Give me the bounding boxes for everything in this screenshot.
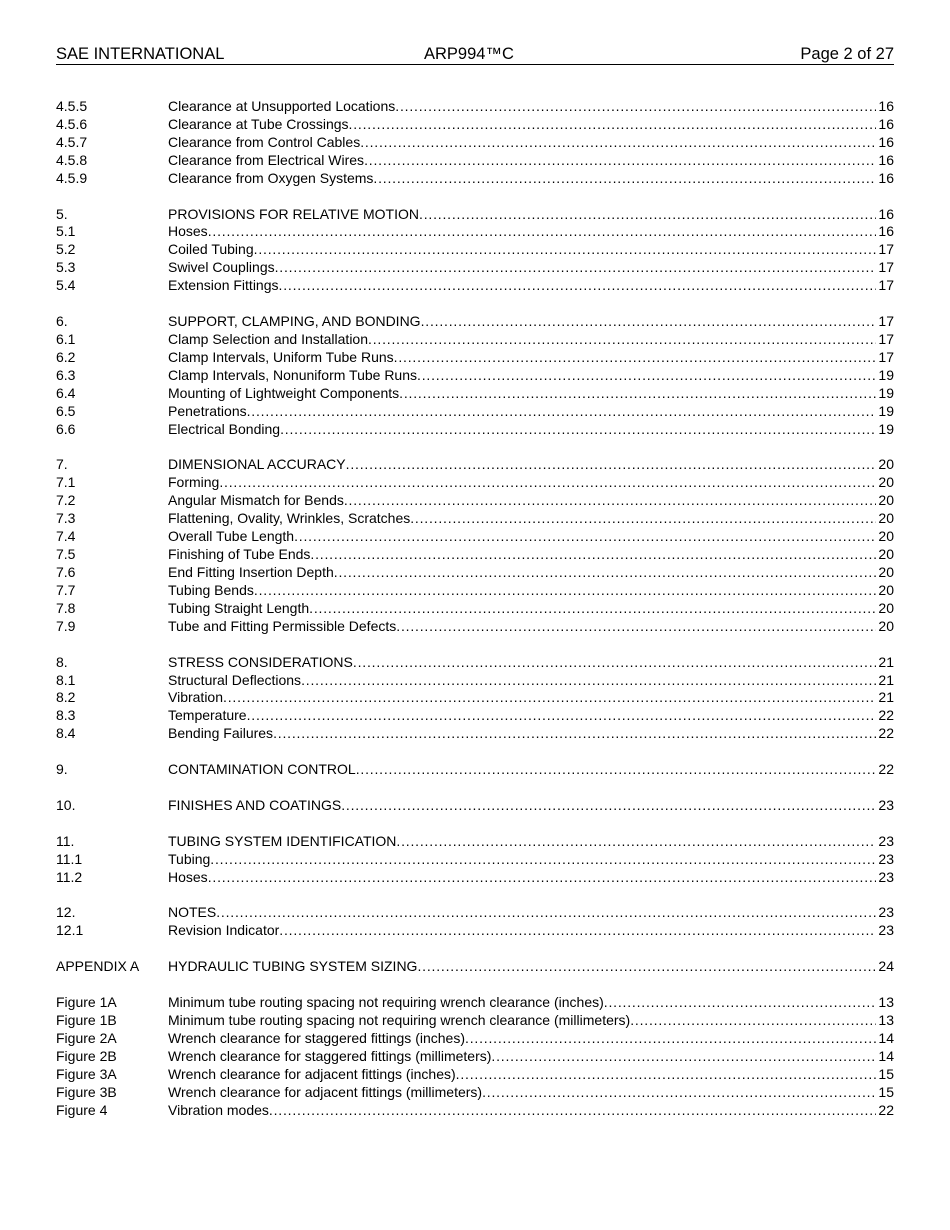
toc-spacer: [56, 188, 894, 206]
toc-entry[interactable]: [56, 331, 894, 349]
toc-page-number: 23: [878, 796, 894, 813]
table-of-contents: [56, 98, 894, 1120]
toc-section-number: 8.1: [56, 671, 76, 688]
toc-section-title: Finishing of Tube Ends: [168, 546, 311, 563]
toc-page-number: 21: [878, 653, 894, 670]
toc-dot-leader: [482, 1084, 876, 1102]
toc-entry-line: [168, 618, 894, 636]
toc-section-title: TUBING SYSTEM IDENTIFICATION: [168, 832, 397, 849]
toc-page-number: 15: [878, 1083, 894, 1100]
toc-section-number: Figure 1B: [56, 1012, 117, 1029]
toc-section-title: Extension Fittings: [168, 277, 279, 294]
toc-section-title: Wrench clearance for adjacent fittings (millimeters): [168, 1083, 483, 1100]
toc-entry-line: [168, 152, 894, 170]
toc-entry-line: [168, 564, 894, 582]
toc-page-number: 20: [878, 510, 894, 527]
toc-dot-leader: [334, 564, 877, 582]
toc-page-number: 20: [878, 474, 894, 491]
toc-dot-leader: [280, 421, 876, 439]
toc-entry[interactable]: [56, 958, 894, 976]
toc-section-title: Swivel Couplings: [168, 259, 275, 276]
toc-section-number: 8.2: [56, 689, 76, 706]
toc-dot-leader: [373, 170, 876, 188]
toc-section-number: 4.5.5: [56, 98, 88, 114]
toc-dot-leader: [247, 403, 877, 421]
toc-entry-line: [168, 134, 894, 152]
toc-section-title: Clamp Intervals, Uniform Tube Runs: [168, 348, 394, 365]
toc-dot-leader: [364, 152, 876, 170]
toc-section-number: 8.4: [56, 725, 76, 742]
toc-page-number: 19: [878, 366, 894, 383]
toc-entry[interactable]: [56, 1066, 894, 1084]
toc-spacer: [56, 439, 894, 457]
toc-dot-leader: [269, 1102, 877, 1120]
toc-entry[interactable]: [56, 385, 894, 403]
toc-entry-line: [168, 797, 894, 815]
header-page-number: Page 2 of 27: [800, 45, 894, 63]
toc-entry[interactable]: [56, 367, 894, 385]
toc-dot-leader: [210, 851, 876, 869]
toc-entry-line: [168, 492, 894, 510]
toc-page-number: 22: [878, 725, 894, 742]
toc-page-number: 23: [878, 868, 894, 885]
toc-section-number: 7.4: [56, 528, 76, 545]
toc-entry[interactable]: [56, 116, 894, 134]
toc-dot-leader: [301, 672, 876, 690]
toc-section-number: Figure 2A: [56, 1029, 117, 1046]
toc-section-number: 4.5.9: [56, 169, 88, 186]
toc-page-number: 20: [878, 546, 894, 563]
toc-section-title: End Fitting Insertion Depth: [168, 563, 334, 580]
toc-section-title: Overall Tube Length: [168, 528, 295, 545]
toc-page-number: 19: [878, 402, 894, 419]
toc-entry-line: [168, 994, 894, 1012]
toc-section-title: Vibration modes: [168, 1101, 269, 1118]
toc-section-title: Hoses: [168, 223, 208, 240]
toc-dot-leader: [341, 797, 876, 815]
toc-dot-leader: [346, 456, 877, 474]
toc-page-number: 16: [878, 169, 894, 186]
toc-entry-line: [168, 1048, 894, 1066]
toc-entry-line: [168, 206, 894, 224]
toc-section-number: 5.4: [56, 277, 76, 294]
toc-section-number: 6.3: [56, 366, 76, 383]
toc-dot-leader: [395, 98, 876, 116]
toc-entry-line: [168, 456, 894, 474]
toc-section-number: 11.2: [56, 868, 83, 885]
toc-page-number: 20: [878, 617, 894, 634]
toc-entry-line: [168, 367, 894, 385]
toc-dot-leader: [396, 618, 876, 636]
toc-section-number: 7.8: [56, 599, 76, 616]
toc-section-title: CONTAMINATION CONTROL: [168, 761, 356, 778]
toc-page-number: 17: [878, 259, 894, 276]
toc-page-number: 20: [878, 581, 894, 598]
toc-section-title: Minimum tube routing spacing not requiring wrench clearance (millimeters): [168, 1012, 631, 1029]
toc-page-number: 14: [878, 1029, 894, 1046]
toc-section-number: 6.5: [56, 402, 76, 419]
header-organization: SAE INTERNATIONAL: [56, 45, 225, 63]
toc-page-number: 19: [878, 420, 894, 437]
toc-dot-leader: [349, 116, 877, 134]
toc-entry[interactable]: [56, 152, 894, 170]
toc-entry[interactable]: [56, 869, 894, 887]
toc-section-number: 6.1: [56, 330, 76, 347]
toc-entry[interactable]: [56, 725, 894, 743]
toc-entry[interactable]: [56, 689, 894, 707]
toc-section-number: 7.5: [56, 546, 76, 563]
toc-dot-leader: [630, 1012, 876, 1030]
toc-section-title: Angular Mismatch for Bends: [168, 492, 344, 509]
toc-entry-line: [168, 1084, 894, 1102]
toc-section-title: Bending Failures: [168, 725, 274, 742]
toc-spacer: [56, 295, 894, 313]
toc-entry-line: [168, 385, 894, 403]
toc-section-title: Revision Indicator: [168, 922, 280, 939]
toc-entry[interactable]: [56, 922, 894, 940]
toc-section-number: 7.7: [56, 581, 76, 598]
toc-entry-line: [168, 421, 894, 439]
toc-section-title: Tubing Bends: [168, 581, 254, 598]
toc-entry[interactable]: [56, 313, 894, 331]
toc-spacer: [56, 636, 894, 654]
toc-entry-line: [168, 600, 894, 618]
toc-spacer: [56, 976, 894, 994]
toc-dot-leader: [294, 528, 876, 546]
toc-entry-line: [168, 331, 894, 349]
toc-dot-leader: [360, 134, 876, 152]
toc-entry-line: [168, 689, 894, 707]
toc-dot-leader: [353, 654, 877, 672]
toc-entry[interactable]: [56, 349, 894, 367]
toc-dot-leader: [356, 761, 877, 779]
toc-page-number: 23: [878, 832, 894, 849]
toc-entry[interactable]: [56, 1048, 894, 1066]
toc-section-number: 7.1: [56, 474, 76, 491]
toc-section-title: Wrench clearance for staggered fittings (millimeters): [168, 1047, 492, 1064]
toc-entry[interactable]: [56, 1084, 894, 1102]
toc-entry-line: [168, 869, 894, 887]
toc-section-number: 7.6: [56, 563, 76, 580]
toc-entry[interactable]: [56, 672, 894, 690]
toc-entry[interactable]: [56, 474, 894, 492]
toc-entry[interactable]: [56, 761, 894, 779]
toc-section-number: 7.: [56, 456, 68, 473]
toc-section-title: Hoses: [168, 868, 208, 885]
toc-dot-leader: [223, 689, 876, 707]
toc-entry-line: [168, 1102, 894, 1120]
toc-section-number: 6.: [56, 313, 68, 330]
toc-entry-line: [168, 1012, 894, 1030]
toc-section-number: 11.1: [56, 850, 83, 867]
toc-section-title: Clearance at Unsupported Locations: [168, 98, 396, 114]
toc-dot-leader: [309, 600, 876, 618]
toc-entry[interactable]: [56, 654, 894, 672]
toc-entry-line: [168, 474, 894, 492]
toc-spacer: [56, 940, 894, 958]
toc-entry-line: [168, 725, 894, 743]
toc-page-number: 24: [878, 958, 894, 975]
toc-entry-line: [168, 170, 894, 188]
toc-dot-leader: [208, 869, 877, 887]
toc-section-title: Clearance from Electrical Wires: [168, 151, 365, 168]
toc-page-number: 22: [878, 707, 894, 724]
toc-spacer: [56, 779, 894, 797]
toc-page-number: 23: [878, 850, 894, 867]
toc-dot-leader: [410, 510, 876, 528]
toc-entry[interactable]: [56, 564, 894, 582]
toc-entry[interactable]: [56, 456, 894, 474]
toc-section-number: 4.5.8: [56, 151, 88, 168]
toc-entry-line: [168, 528, 894, 546]
toc-section-number: 9.: [56, 761, 68, 778]
toc-entry[interactable]: [56, 528, 894, 546]
toc-entry-line: [168, 707, 894, 725]
toc-entry-line: [168, 349, 894, 367]
toc-section-title: Structural Deflections: [168, 671, 302, 688]
toc-entry[interactable]: [56, 904, 894, 922]
toc-entry-line: [168, 277, 894, 295]
toc-entry[interactable]: [56, 421, 894, 439]
toc-entry-line: [168, 654, 894, 672]
toc-entry[interactable]: [56, 206, 894, 224]
toc-dot-leader: [491, 1048, 876, 1066]
toc-entry[interactable]: [56, 546, 894, 564]
toc-entry[interactable]: [56, 510, 894, 528]
toc-section-number: 4.5.6: [56, 115, 88, 132]
toc-section-title: Clearance from Control Cables: [168, 133, 361, 150]
toc-section-number: 8.: [56, 653, 68, 670]
toc-page-number: 17: [878, 241, 894, 258]
toc-page-number: 17: [878, 348, 894, 365]
toc-entry[interactable]: [56, 707, 894, 725]
toc-entry[interactable]: [56, 600, 894, 618]
toc-section-number: Figure 1A: [56, 994, 117, 1011]
toc-dot-leader: [604, 994, 877, 1012]
toc-section-number: Figure 2B: [56, 1047, 117, 1064]
toc-entry[interactable]: [56, 1012, 894, 1030]
toc-section-title: Vibration: [168, 689, 224, 706]
toc-dot-leader: [417, 958, 876, 976]
toc-section-number: Figure 3B: [56, 1083, 117, 1100]
toc-section-title: DIMENSIONAL ACCURACY: [168, 456, 346, 473]
toc-section-number: 12.: [56, 904, 76, 921]
toc-section-number: 7.2: [56, 492, 76, 509]
toc-entry[interactable]: [56, 259, 894, 277]
toc-spacer: [56, 743, 894, 761]
toc-dot-leader: [279, 277, 877, 295]
toc-entry-line: [168, 582, 894, 600]
toc-page-number: 17: [878, 330, 894, 347]
toc-entry[interactable]: [56, 223, 894, 241]
toc-page-number: 17: [878, 277, 894, 294]
toc-page-number: 20: [878, 492, 894, 509]
toc-page-number: 21: [878, 671, 894, 688]
toc-section-number: 10.: [56, 796, 76, 813]
toc-section-title: Coiled Tubing: [168, 241, 254, 258]
toc-entry[interactable]: [56, 618, 894, 636]
toc-section-title: Flattening, Ovality, Wrinkles, Scratches: [168, 510, 411, 527]
toc-page-number: 22: [878, 1101, 894, 1118]
toc-section-title: Wrench clearance for staggered fittings (inches): [168, 1029, 465, 1046]
toc-section-title: Penetrations: [168, 402, 247, 419]
toc-entry[interactable]: [56, 1102, 894, 1120]
toc-section-title: Clearance from Oxygen Systems: [168, 169, 374, 186]
toc-section-number: 8.3: [56, 707, 76, 724]
toc-entry[interactable]: [56, 492, 894, 510]
toc-section-title: Mounting of Lightweight Components: [168, 384, 400, 401]
toc-section-title: SUPPORT, CLAMPING, AND BONDING: [168, 313, 421, 330]
toc-page-number: 19: [878, 384, 894, 401]
toc-page-number: 23: [878, 922, 894, 939]
toc-page-number: 20: [878, 528, 894, 545]
toc-page-number: 16: [878, 151, 894, 168]
toc-dot-leader: [419, 206, 876, 224]
toc-entry[interactable]: [56, 851, 894, 869]
toc-dot-leader: [399, 385, 876, 403]
toc-entry[interactable]: [56, 994, 894, 1012]
toc-section-number: Figure 4: [56, 1101, 108, 1118]
toc-section-number: 6.2: [56, 348, 76, 365]
toc-entry-line: [168, 116, 894, 134]
toc-dot-leader: [273, 725, 876, 743]
toc-page-number: 16: [878, 133, 894, 150]
toc-section-title: Minimum tube routing spacing not requiring wrench clearance (inches): [168, 994, 604, 1011]
toc-entry[interactable]: [56, 582, 894, 600]
toc-section-number: 12.1: [56, 922, 84, 939]
toc-page-number: 14: [878, 1047, 894, 1064]
toc-section-title: Tubing: [168, 850, 211, 867]
header-document-number: ARP994™C: [424, 45, 514, 63]
toc-dot-leader: [254, 582, 877, 600]
toc-dot-leader: [396, 833, 876, 851]
toc-section-title: Wrench clearance for adjacent fittings (inches): [168, 1065, 456, 1082]
toc-page-number: 22: [878, 761, 894, 778]
toc-page-number: 13: [878, 994, 894, 1011]
toc-entry-line: [168, 851, 894, 869]
toc-dot-leader: [456, 1066, 877, 1084]
toc-dot-leader: [275, 259, 877, 277]
toc-entry-line: [168, 904, 894, 922]
toc-dot-leader: [368, 331, 876, 349]
toc-dot-leader: [344, 492, 877, 510]
toc-entry-line: [168, 403, 894, 421]
toc-section-title: Temperature: [168, 707, 247, 724]
toc-page-number: 21: [878, 689, 894, 706]
toc-dot-leader: [421, 313, 877, 331]
toc-page-number: 23: [878, 904, 894, 921]
toc-section-title: NOTES: [168, 904, 217, 921]
toc-page-number: 16: [878, 205, 894, 222]
toc-dot-leader: [417, 367, 876, 385]
toc-page-number: 13: [878, 1012, 894, 1029]
toc-section-number: 5.2: [56, 241, 76, 258]
toc-section-title: FINISHES AND COATINGS: [168, 796, 342, 813]
toc-entry-line: [168, 510, 894, 528]
page-header: [56, 44, 894, 65]
toc-section-title: Clearance at Tube Crossings: [168, 115, 349, 132]
toc-section-number: 6.4: [56, 384, 76, 401]
toc-spacer: [56, 887, 894, 905]
toc-section-title: Tubing Straight Length: [168, 599, 310, 616]
toc-entry[interactable]: [56, 797, 894, 815]
toc-section-number: 5.1: [56, 223, 76, 240]
toc-entry[interactable]: [56, 241, 894, 259]
toc-entry[interactable]: [56, 134, 894, 152]
toc-dot-leader: [208, 223, 877, 241]
toc-section-number: 5.: [56, 205, 68, 222]
toc-dot-leader: [247, 707, 877, 725]
toc-page-number: 15: [878, 1065, 894, 1082]
toc-entry[interactable]: [56, 833, 894, 851]
toc-entry[interactable]: [56, 277, 894, 295]
toc-entry-line: [168, 672, 894, 690]
toc-dot-leader: [394, 349, 877, 367]
toc-entry-line: [168, 922, 894, 940]
toc-section-number: 11.: [56, 832, 75, 849]
toc-spacer: [56, 815, 894, 833]
toc-entry-line: [168, 313, 894, 331]
toc-section-number: 6.6: [56, 420, 76, 437]
toc-entry-line: [168, 958, 894, 976]
toc-section-title: PROVISIONS FOR RELATIVE MOTION: [168, 205, 419, 222]
toc-dot-leader: [465, 1030, 876, 1048]
toc-page-number: 16: [878, 98, 894, 114]
toc-dot-leader: [219, 474, 876, 492]
toc-entry-line: [168, 98, 894, 116]
toc-entry[interactable]: [56, 1030, 894, 1048]
toc-section-number: Figure 3A: [56, 1065, 117, 1082]
toc-section-title: Electrical Bonding: [168, 420, 281, 437]
toc-dot-leader: [254, 241, 877, 259]
toc-entry-line: [168, 761, 894, 779]
toc-section-number: 7.3: [56, 510, 76, 527]
toc-entry-line: [168, 1066, 894, 1084]
toc-page-number: 16: [878, 223, 894, 240]
toc-entry-line: [168, 223, 894, 241]
toc-dot-leader: [216, 904, 876, 922]
toc-page-number: 20: [878, 456, 894, 473]
toc-page-number: 17: [878, 313, 894, 330]
toc-section-title: Tube and Fitting Permissible Defects: [168, 617, 397, 634]
toc-entry-line: [168, 259, 894, 277]
toc-entry-line: [168, 241, 894, 259]
toc-section-title: Clamp Selection and Installation: [168, 330, 369, 347]
toc-entry-line: [168, 546, 894, 564]
toc-section-number: 5.3: [56, 259, 76, 276]
toc-dot-leader: [310, 546, 876, 564]
toc-section-number: 7.9: [56, 617, 76, 634]
toc-page-number: 16: [878, 115, 894, 132]
toc-section-title: Clamp Intervals, Nonuniform Tube Runs: [168, 366, 417, 383]
toc-entry[interactable]: [56, 98, 894, 116]
toc-section-title: STRESS CONSIDERATIONS: [168, 653, 353, 670]
toc-section-title: Forming: [168, 474, 220, 491]
toc-section-number: APPENDIX A: [56, 958, 140, 975]
toc-dot-leader: [279, 922, 876, 940]
toc-entry[interactable]: [56, 403, 894, 421]
toc-page-number: 20: [878, 563, 894, 580]
toc-section-title: HYDRAULIC TUBING SYSTEM SIZING: [168, 958, 418, 975]
toc-entry[interactable]: [56, 170, 894, 188]
toc-section-number: 4.5.7: [56, 133, 88, 150]
toc-entry-line: [168, 833, 894, 851]
toc-entry-line: [168, 1030, 894, 1048]
toc-page-number: 20: [878, 599, 894, 616]
